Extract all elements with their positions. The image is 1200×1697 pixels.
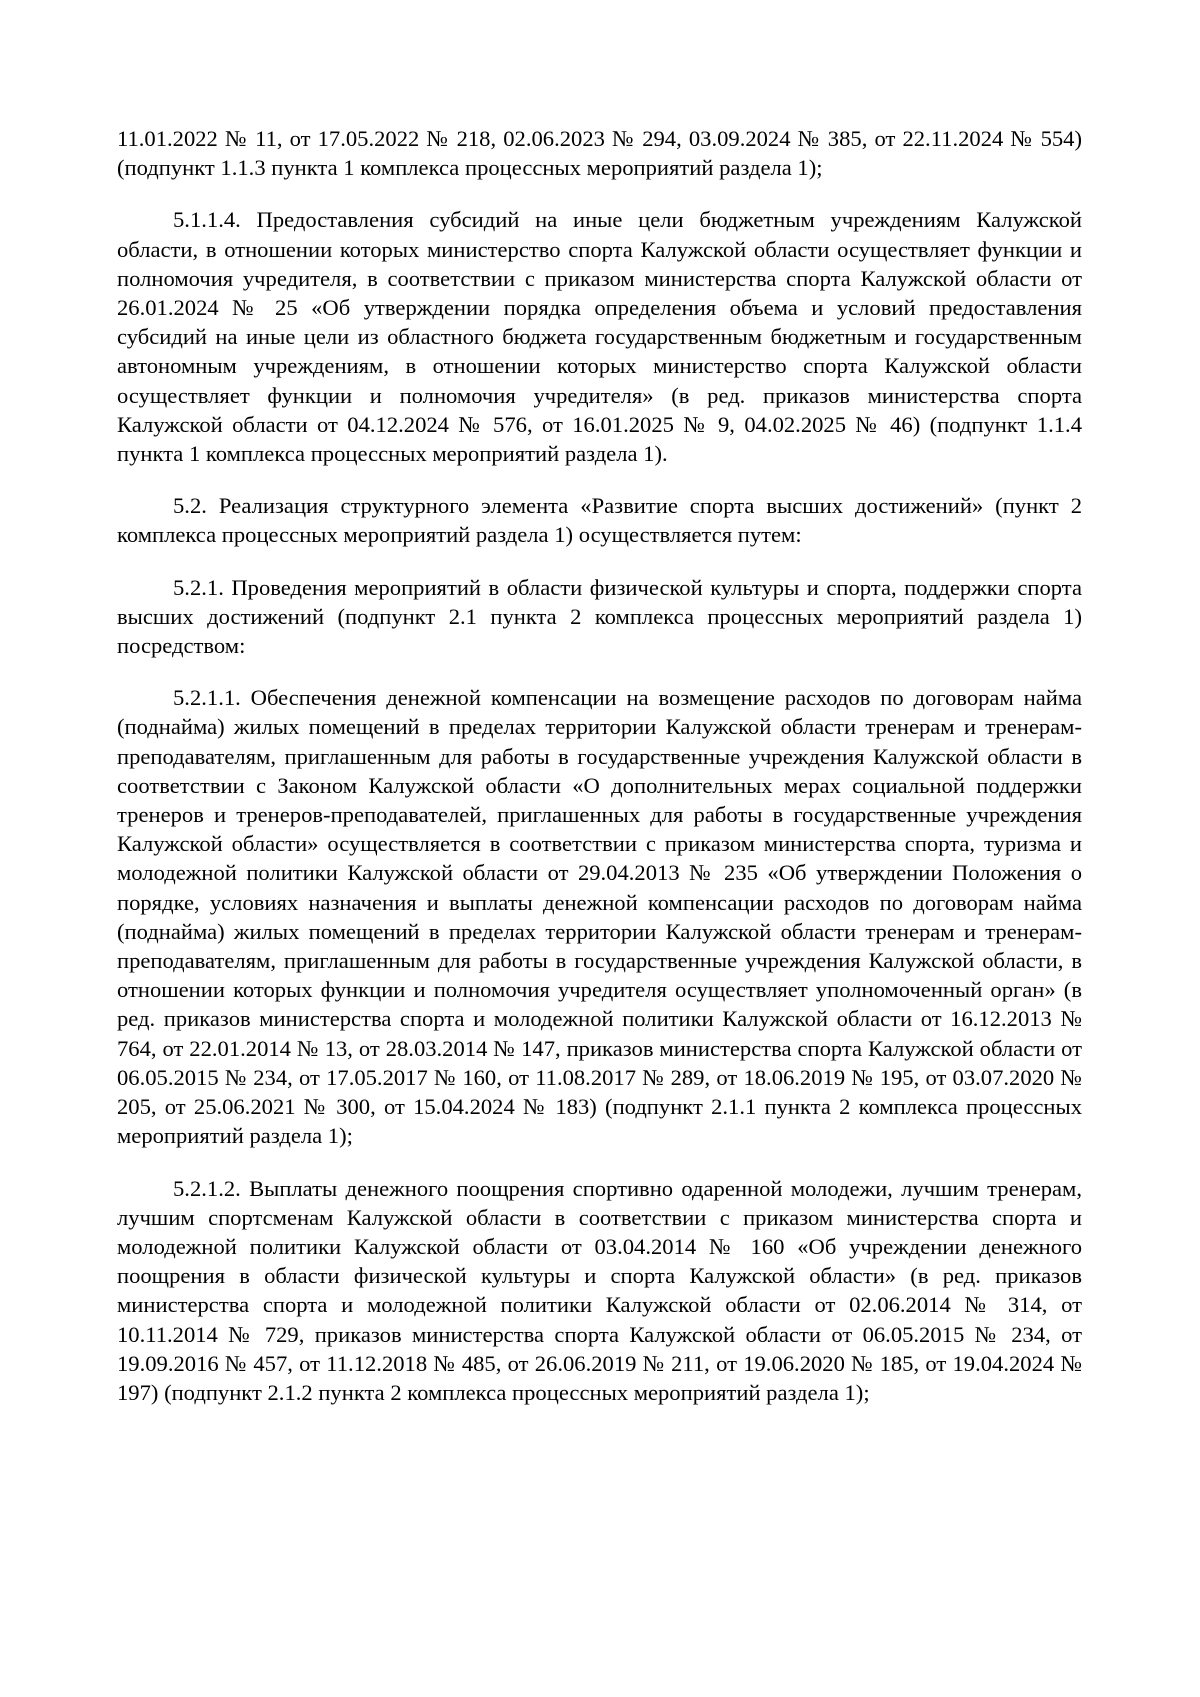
paragraph-5-1-1-4: 5.1.1.4. Предоставления субсидий на иные цели бюджетным учреждениям Калужской области, в отношении которых министерство спорта Калужской области осуществляет функции и полномочия учредителя, в соответствии с приказом министерства спорта Калужской области от 26.01.2024 № 25 «Об утверждении порядка определения объема и условий предоставления субсидий на иные цели из областного бюджета государственным бюджетным и государственным автономным учреждениям, в отношении которых министерство спорта Калужской области осуществляет функции и полномочия учредителя» (в ред. приказов министерства спорта Калужской области от 04.12.2024 № 576, от 16.01.2025 № 9, 04.02.2025 № 46) (подпункт 1.1.4 пункта 1 комплекса процессных мероприятий раздела 1). (117, 207, 1082, 467)
document-page (117, 124, 1082, 1430)
paragraph-continuation: 11.01.2022 № 11, от 17.05.2022 № 218, 02.06.2023 № 294, 03.09.2024 № 385, от 22.11.2024 № 554) (подпункт 1.1.3 пункта 1 комплекса процессных мероприятий раздела 1); (117, 126, 1082, 181)
paragraph-5-2-1-2: 5.2.1.2. Выплаты денежного поощрения спортивно одаренной молодежи, лучшим тренерам, лучшим спортсменам Калужской области в соответствии с приказом министерства спорта и молодежной политики Калужской области от 03.04.2014 № 160 «Об учреждении денежного поощрения в области физической культуры и спорта Калужской области» (в ред. приказов министерства спорта и молодежной политики Калужской области от 02.06.2014 № 314, от 10.11.2014 № 729, приказов министерства спорта Калужской области от 06.05.2015 № 234, от 19.09.2016 № 457, от 11.12.2018 № 485, от 26.06.2019 № 211, от 19.06.2020 № 185, от 19.04.2024 № 197) (подпункт 2.1.2 пункта 2 комплекса процессных мероприятий раздела 1); (117, 1175, 1082, 1405)
paragraph-5-2-1: 5.2.1. Проведения мероприятий в области физической культуры и спорта, поддержки спорта высших достижений (подпункт 2.1 пункта 2 комплекса процессных мероприятий раздела 1) посредством: (117, 574, 1082, 659)
paragraph-5-2: 5.2. Реализация структурного элемента «Развитие спорта высших достижений» (пункт 2 комплекса процессных мероприятий раздела 1) осуществляется путем: (117, 493, 1082, 548)
paragraph-5-2-1-1: 5.2.1.1. Обеспечения денежной компенсации на возмещение расходов по договорам найма (поднайма) жилых помещений в пределах территории Калужской области тренерам и тренерам-преподавателям, приглашенным для работы в государственные учреждения Калужской области в соответствии с Законом Калужской области «О дополнительных мерах социальной поддержки тренеров и тренеров-преподавателей, приглашенных для работы в государственные учреждения Калужской области» осуществляется в соответствии с приказом министерства спорта, туризма и молодежной политики Калужской области от 29.04.2013 № 235 «Об утверждении Положения о порядке, условиях назначения и выплаты денежной компенсации расходов по договорам найма (поднайма) жилых помещений в пределах территории Калужской области тренерам и тренерам-преподавателям, приглашенным для работы в государственные учреждения Калужской области, в отношении которых функции и полномочия учредителя осуществляет уполномоченный орган» (в ред. приказов министерства спорта и молодежной политики Калужской области от 16.12.2013 № 764, от 22.01.2014 № 13, от 28.03.2014 № 147, приказов министерства спорта Калужской области от 06.05.2015 № 234, от 17.05.2017 № 160, от 11.08.2017 № 289, от 18.06.2019 № 195, от 03.07.2020 № 205, от 25.06.2021 № 300, от 15.04.2024 № 183) (подпункт 2.1.1 пункта 2 комплекса процессных мероприятий раздела 1); (117, 685, 1082, 1149)
